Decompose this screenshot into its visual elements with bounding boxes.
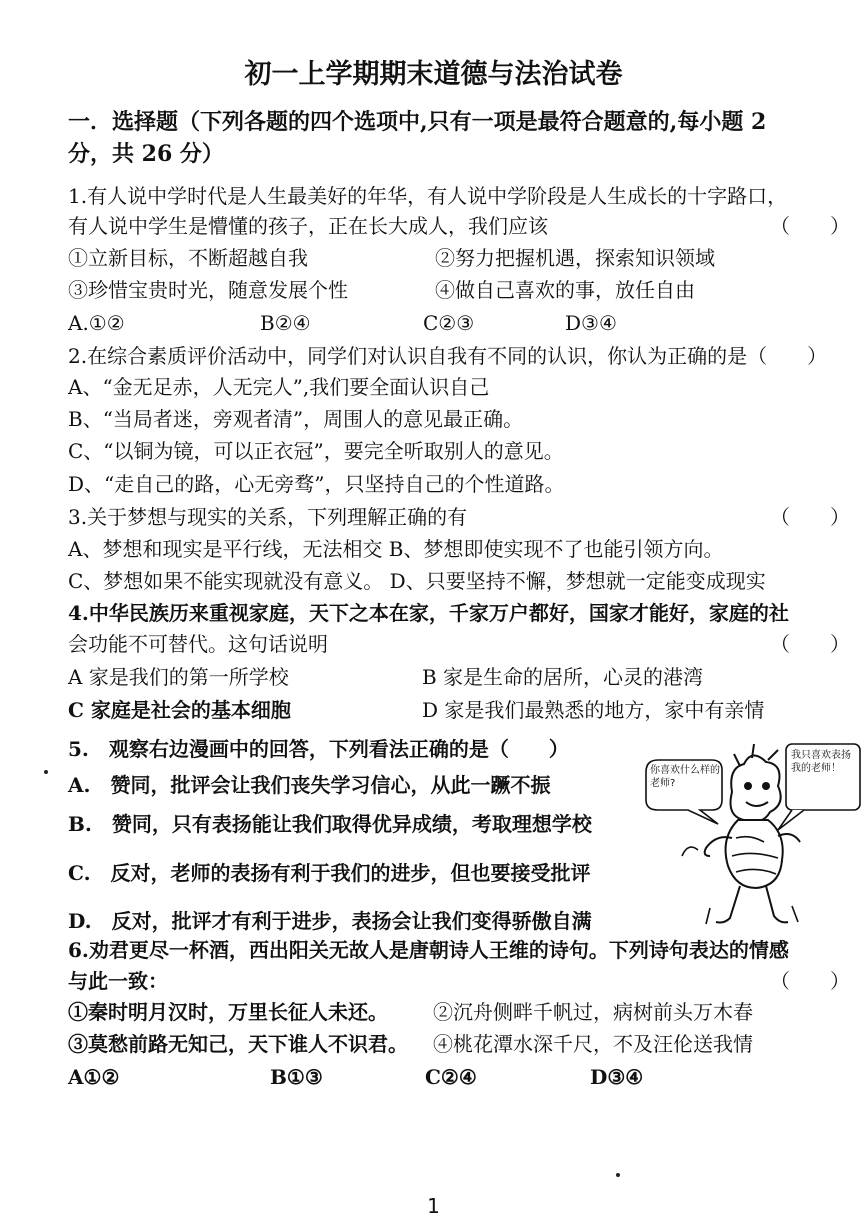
q6-statement-1: ①秦时明月汉时，万里长征人未还。 bbox=[68, 1000, 388, 1024]
q4-option-d: D 家是我们最熟悉的地方，家中有亲情 bbox=[422, 698, 765, 722]
q6-option-d: D③④ bbox=[590, 1065, 644, 1089]
q5-stem: 5. 观察右边漫画中的回答，下列看法正确的是（ ） bbox=[68, 737, 569, 761]
q4-stem-cont: 会功能不可替代。这句话说明 bbox=[68, 632, 328, 656]
q1-stem-cont: 有人说中学生是懵懂的孩子，正在长大成人，我们应该 bbox=[68, 214, 548, 238]
q6-option-b: B①③ bbox=[270, 1065, 323, 1089]
q6-option-c: C②④ bbox=[425, 1065, 477, 1089]
q1-statement-2: ②努力把握机遇，探索知识领域 bbox=[435, 246, 715, 270]
q4-stem: 4.中华民族历来重视家庭，天下之本在家，千家万户都好，国家才能好，家庭的社 bbox=[68, 601, 789, 625]
q1-statement-3: ③珍惜宝贵时光，随意发展个性 bbox=[68, 278, 348, 302]
scan-speck bbox=[616, 1173, 620, 1177]
q6-statement-2: ②沉舟侧畔千帆过，病树前头万木春 bbox=[433, 1000, 753, 1024]
q4-option-c: C 家庭是社会的基本细胞 bbox=[68, 698, 291, 722]
q4-answer-blank: （ ） bbox=[770, 632, 850, 656]
q3-options-cd: C、梦想如果不能实现就没有意义。 D、只要坚持不懈，梦想就一定能变成现实 bbox=[68, 569, 766, 593]
q1-option-a: A.①② bbox=[68, 311, 125, 335]
q6-stem: 6.劝君更尽一杯酒，西出阳关无故人是唐朝诗人王维的诗句。下列诗句表达的情感 bbox=[68, 938, 789, 962]
q2-option-b: B、“当局者迷，旁观者清”，周围人的意见最正确。 bbox=[68, 407, 524, 431]
q5-option-a: A. 赞同，批评会让我们丧失学习信心，从此一蹶不振 bbox=[68, 773, 551, 797]
q6-stem-cont: 与此一致： bbox=[68, 969, 168, 993]
q3-answer-blank: （ ） bbox=[770, 505, 850, 529]
q2-option-a: A、“金无足赤，人无完人”,我们要全面认识自己 bbox=[68, 375, 490, 399]
q6-answer-blank: （ ） bbox=[770, 969, 850, 993]
q4-option-b: B 家是生命的居所，心灵的港湾 bbox=[422, 665, 704, 689]
cartoon-bubble-right: 我只喜欢表扬我的老师！ bbox=[791, 750, 851, 774]
q1-statement-1: ①立新目标，不断超越自我 bbox=[68, 246, 308, 270]
q5-option-d: D. 反对，批评才有利于进步，表扬会让我们变得骄傲自满 bbox=[68, 909, 592, 933]
q5-option-c: C. 反对，老师的表扬有利于我们的进步，但也要接受批评 bbox=[68, 861, 591, 885]
cartoon-bubble-left: 你喜欢什么样的老师? bbox=[650, 765, 720, 789]
q4-option-a: A 家是我们的第一所学校 bbox=[68, 665, 289, 689]
section-heading-cont: 分，共 26 分） bbox=[68, 141, 224, 167]
q1-statement-4: ④做自己喜欢的事，放任自由 bbox=[435, 278, 695, 302]
q1-stem: 1.有人说中学时代是人生最美好的年华，有人说中学阶段是人生成长的十字路口， bbox=[68, 184, 788, 208]
q5-option-b: B. 赞同，只有表扬能让我们取得优异成绩，考取理想学校 bbox=[68, 812, 592, 836]
q1-answer-blank: （ ） bbox=[770, 214, 850, 238]
q1-option-d: D③④ bbox=[565, 311, 617, 335]
q6-statement-4: ④桃花潭水深千尺，不及汪伦送我情 bbox=[433, 1032, 753, 1056]
q2-option-c: C、“以铜为镜，可以正衣冠”，要完全听取别人的意见。 bbox=[68, 439, 564, 463]
page-number: 1 bbox=[427, 1194, 440, 1218]
q3-stem: 3.关于梦想与现实的关系，下列理解正确的有 bbox=[68, 505, 468, 529]
q3-options-ab: A、梦想和现实是平行线，无法相交 B、梦想即使实现不了也能引领方向。 bbox=[68, 537, 724, 561]
q6-option-a: A①② bbox=[68, 1065, 120, 1089]
q2-option-d: D、“走自己的路，心无旁骛”，只坚持自己的个性道路。 bbox=[68, 472, 565, 496]
q1-option-b: B②④ bbox=[260, 311, 311, 335]
section-heading: 一．选择题（下列各题的四个选项中,只有一项是最符合题意的,每小题 2 bbox=[68, 109, 767, 135]
q1-option-c: C②③ bbox=[423, 311, 475, 335]
scan-speck bbox=[44, 770, 48, 774]
q6-statement-3: ③莫愁前路无知己，天下谁人不识君。 bbox=[68, 1032, 408, 1056]
exam-title: 初一上学期期末道德与法治试卷 bbox=[244, 59, 623, 90]
q2-stem: 2.在综合素质评价活动中，同学们对认识自我有不同的认识，你认为正确的是（ ） bbox=[68, 344, 828, 368]
cartoon-illustration bbox=[640, 738, 866, 928]
